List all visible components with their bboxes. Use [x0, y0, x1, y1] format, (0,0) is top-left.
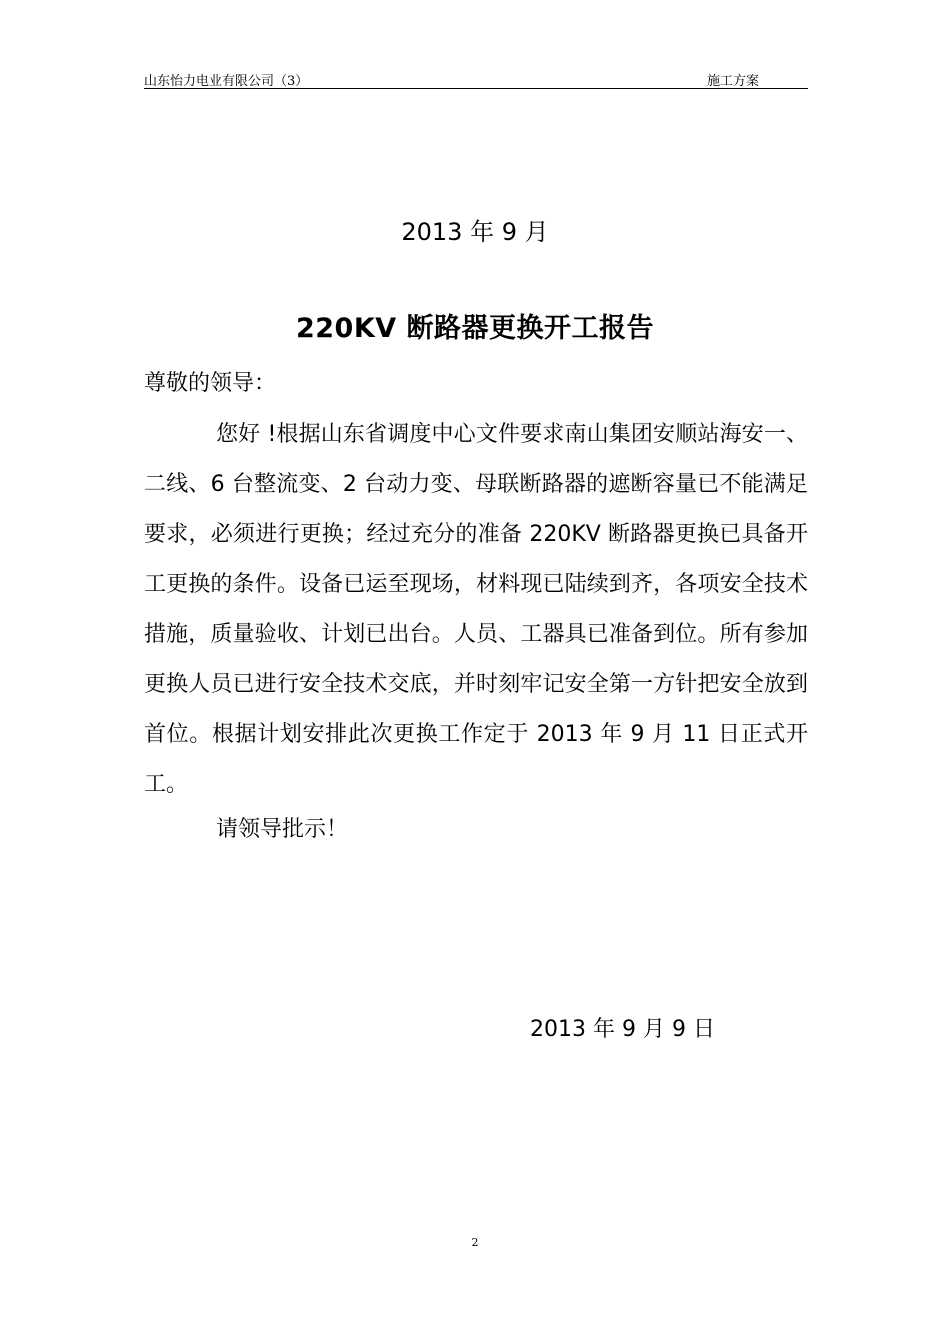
page-number: 2	[471, 1236, 479, 1249]
signature-date: 2013 年 9 月 9 日	[530, 1017, 715, 1042]
page-header	[144, 68, 808, 89]
body-paragraph: 您好 !根据山东省调度中心文件要求南山集团安顺站海安一、二线、6 台整流变、2 台动力变、母联断路器的遮断容量已不能满足要求，必须进行更换；经过充分的准备 220KV 断路器更换已具备开工更换的条件。设备已运至现场，材料现已陆续到齐，各项安全技术措施，质量验收、计划已出台。人员、工器具已准备到位。所有参加更换人员已进行安全技术交底，并时刻牢记安全第一方针把安全放到首位。根据计划安排此次更换工作定于 2013 年 9 月 11 日正式开工。	[144, 422, 808, 797]
document-title: 220KV 断路器更换开工报告	[295, 313, 655, 344]
document-date-top: 2013 年 9 月	[401, 218, 549, 246]
closing-request: 请领导批示！	[216, 817, 349, 842]
salutation: 尊敬的领导：	[144, 371, 277, 396]
header-company-name: 山东怡力电业有限公司（3）	[144, 74, 309, 89]
header-document-type: 施工方案	[707, 74, 760, 89]
